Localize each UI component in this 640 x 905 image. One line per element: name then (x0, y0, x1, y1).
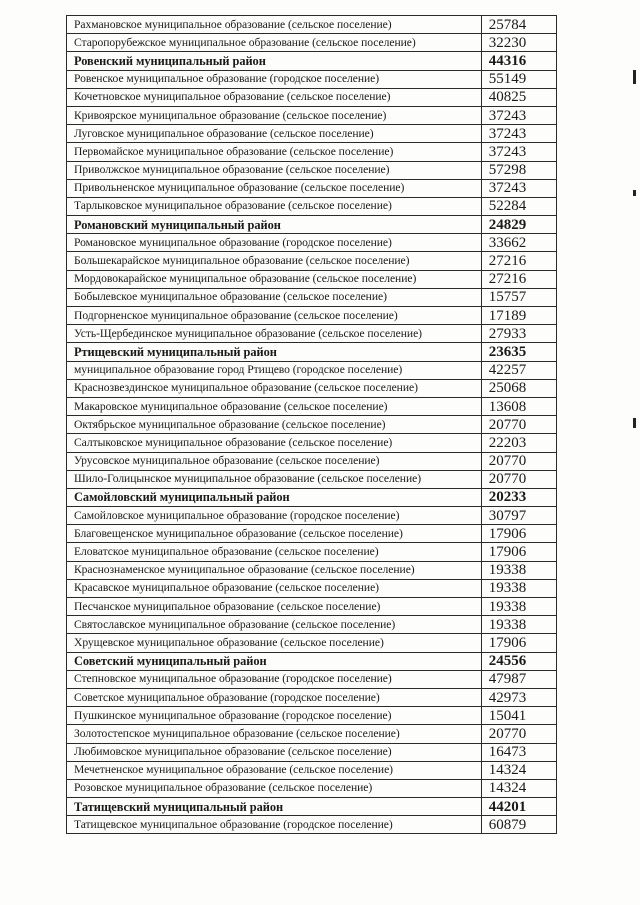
municipality-name-cell: Большекарайское муниципальное образование (сельское поселение) (67, 252, 482, 270)
municipality-value-cell: 37243 (481, 179, 556, 197)
table-row (67, 379, 557, 397)
municipality-name-cell: Усть-Щербединское муниципальное образование (сельское поселение) (67, 325, 482, 343)
municipality-name-cell: Краснознаменское муниципальное образование (сельское поселение) (67, 561, 482, 579)
municipality-name-cell: Тарлыковское муниципальное образование (сельское поселение) (67, 197, 482, 215)
table-row (67, 561, 557, 579)
municipality-name-cell: Розовское муниципальное образование (сельское поселение) (67, 779, 482, 797)
municipality-value-cell: 37243 (481, 125, 556, 143)
municipality-name-cell: Ровенское муниципальное образование (городское поселение) (67, 70, 482, 88)
municipality-name-cell: Романовское муниципальное образование (городское поселение) (67, 234, 482, 252)
table-row (67, 507, 557, 525)
table-row (67, 161, 557, 179)
municipality-name-cell: Луговское муниципальное образование (сельское поселение) (67, 125, 482, 143)
district-name-cell: Романовский муниципальный район (67, 216, 482, 234)
table-row (67, 234, 557, 252)
table-row (67, 397, 557, 415)
table-row (67, 434, 557, 452)
scan-edge-mark (633, 418, 636, 428)
municipality-name-cell: Песчанское муниципальное образование (сельское поселение) (67, 598, 482, 616)
district-value-cell: 44316 (481, 52, 556, 70)
municipality-name-cell: Первомайское муниципальное образование (сельское поселение) (67, 143, 482, 161)
scan-edge-mark (633, 190, 636, 196)
table-row (67, 543, 557, 561)
table-row (67, 598, 557, 616)
municipality-name-cell: Привольненское муниципальное образование (сельское поселение) (67, 179, 482, 197)
district-row (67, 488, 557, 506)
municipality-name-cell: Хрущевское муниципальное образование (сельское поселение) (67, 634, 482, 652)
municipality-value-cell: 40825 (481, 88, 556, 106)
municipalities-table (66, 15, 557, 834)
municipality-value-cell: 37243 (481, 143, 556, 161)
table-row (67, 307, 557, 325)
district-row (67, 216, 557, 234)
municipality-value-cell: 27216 (481, 252, 556, 270)
table-body (67, 16, 557, 834)
municipality-value-cell: 13608 (481, 397, 556, 415)
municipality-value-cell: 55149 (481, 70, 556, 88)
municipality-name-cell: Шило-Голицынское муниципальное образование (сельское поселение) (67, 470, 482, 488)
municipality-name-cell: Золотостепское муниципальное образование (сельское поселение) (67, 725, 482, 743)
district-row (67, 343, 557, 361)
table-row (67, 252, 557, 270)
table-row (67, 34, 557, 52)
table-row (67, 106, 557, 124)
municipality-value-cell: 25068 (481, 379, 556, 397)
municipality-name-cell: Приволжское муниципальное образование (сельское поселение) (67, 161, 482, 179)
municipality-value-cell: 15757 (481, 288, 556, 306)
municipality-name-cell: Рахмановское муниципальное образование (сельское поселение) (67, 16, 482, 34)
table-row (67, 816, 557, 834)
municipality-name-cell: Октябрьское муниципальное образование (сельское поселение) (67, 416, 482, 434)
table-row (67, 288, 557, 306)
district-row (67, 798, 557, 816)
municipality-value-cell: 37243 (481, 106, 556, 124)
municipality-value-cell: 42257 (481, 361, 556, 379)
district-name-cell: Советский муниципальный район (67, 652, 482, 670)
municipality-value-cell: 14324 (481, 779, 556, 797)
municipality-value-cell: 17906 (481, 525, 556, 543)
table-row (67, 634, 557, 652)
municipality-name-cell: Самойловское муниципальное образование (городское поселение) (67, 507, 482, 525)
municipality-value-cell: 27933 (481, 325, 556, 343)
table-row (67, 616, 557, 634)
municipality-name-cell: Старопорубежское муниципальное образование (сельское поселение) (67, 34, 482, 52)
municipality-name-cell: Подгорненское муниципальное образование (сельское поселение) (67, 307, 482, 325)
municipality-name-cell: Макаровское муниципальное образование (сельское поселение) (67, 397, 482, 415)
municipality-value-cell: 20770 (481, 452, 556, 470)
municipality-value-cell: 20770 (481, 470, 556, 488)
district-value-cell: 24556 (481, 652, 556, 670)
table-row (67, 761, 557, 779)
district-row (67, 52, 557, 70)
municipality-name-cell: Салтыковское муниципальное образование (сельское поселение) (67, 434, 482, 452)
municipality-value-cell: 25784 (481, 16, 556, 34)
municipality-value-cell: 17189 (481, 307, 556, 325)
municipality-value-cell: 60879 (481, 816, 556, 834)
table-row (67, 743, 557, 761)
municipality-value-cell: 19338 (481, 561, 556, 579)
district-row (67, 652, 557, 670)
municipality-value-cell: 20770 (481, 725, 556, 743)
table-row (67, 725, 557, 743)
table-row (67, 16, 557, 34)
municipality-value-cell: 17906 (481, 634, 556, 652)
municipality-name-cell: Кочетновское муниципальное образование (сельское поселение) (67, 88, 482, 106)
municipality-value-cell: 19338 (481, 616, 556, 634)
table-row (67, 579, 557, 597)
municipality-value-cell: 42973 (481, 688, 556, 706)
municipality-name-cell: Святославское муниципальное образование (сельское поселение) (67, 616, 482, 634)
table-row (67, 779, 557, 797)
municipality-name-cell: Мечетненское муниципальное образование (сельское поселение) (67, 761, 482, 779)
municipality-value-cell: 20770 (481, 416, 556, 434)
municipality-name-cell: Красавское муниципальное образование (сельское поселение) (67, 579, 482, 597)
municipality-value-cell: 27216 (481, 270, 556, 288)
scan-edge-mark (633, 70, 636, 84)
district-name-cell: Самойловский муниципальный район (67, 488, 482, 506)
table-row (67, 670, 557, 688)
municipality-value-cell: 17906 (481, 543, 556, 561)
municipality-name-cell: Благовещенское муниципальное образование (сельское поселение) (67, 525, 482, 543)
table-row (67, 88, 557, 106)
table-row (67, 143, 557, 161)
municipality-value-cell: 52284 (481, 197, 556, 215)
table-row (67, 416, 557, 434)
district-value-cell: 24829 (481, 216, 556, 234)
municipality-value-cell: 14324 (481, 761, 556, 779)
table-row (67, 361, 557, 379)
table-row (67, 270, 557, 288)
table-row (67, 197, 557, 215)
municipality-value-cell: 22203 (481, 434, 556, 452)
municipality-value-cell: 15041 (481, 707, 556, 725)
table-row (67, 525, 557, 543)
municipality-name-cell: Кривоярское муниципальное образование (сельское поселение) (67, 106, 482, 124)
municipality-name-cell: муниципальное образование город Ртищево (городское поселение) (67, 361, 482, 379)
municipality-name-cell: Мордовокарайское муниципальное образование (сельское поселение) (67, 270, 482, 288)
district-name-cell: Ровенский муниципальный район (67, 52, 482, 70)
table-row (67, 688, 557, 706)
municipality-name-cell: Урусовское муниципальное образование (сельское поселение) (67, 452, 482, 470)
municipality-name-cell: Советское муниципальное образование (городское поселение) (67, 688, 482, 706)
municipality-value-cell: 33662 (481, 234, 556, 252)
district-name-cell: Ртищевский муниципальный район (67, 343, 482, 361)
table-row (67, 125, 557, 143)
district-name-cell: Татищевский муниципальный район (67, 798, 482, 816)
municipality-name-cell: Татищевское муниципальное образование (городское поселение) (67, 816, 482, 834)
district-value-cell: 23635 (481, 343, 556, 361)
municipality-name-cell: Пушкинское муниципальное образование (городское поселение) (67, 707, 482, 725)
table-row (67, 70, 557, 88)
table-row (67, 470, 557, 488)
municipality-name-cell: Краснозвездинское муниципальное образование (сельское поселение) (67, 379, 482, 397)
municipality-name-cell: Еловатское муниципальное образование (сельское поселение) (67, 543, 482, 561)
district-value-cell: 44201 (481, 798, 556, 816)
municipality-value-cell: 19338 (481, 598, 556, 616)
municipality-value-cell: 30797 (481, 507, 556, 525)
table-row (67, 452, 557, 470)
municipality-name-cell: Степновское муниципальное образование (городское поселение) (67, 670, 482, 688)
municipality-name-cell: Любимовское муниципальное образование (сельское поселение) (67, 743, 482, 761)
table-row (67, 179, 557, 197)
municipality-name-cell: Бобылевское муниципальное образование (сельское поселение) (67, 288, 482, 306)
municipality-value-cell: 57298 (481, 161, 556, 179)
municipality-value-cell: 47987 (481, 670, 556, 688)
municipality-value-cell: 16473 (481, 743, 556, 761)
municipality-value-cell: 19338 (481, 579, 556, 597)
municipality-value-cell: 32230 (481, 34, 556, 52)
district-value-cell: 20233 (481, 488, 556, 506)
table-row (67, 325, 557, 343)
table-row (67, 707, 557, 725)
